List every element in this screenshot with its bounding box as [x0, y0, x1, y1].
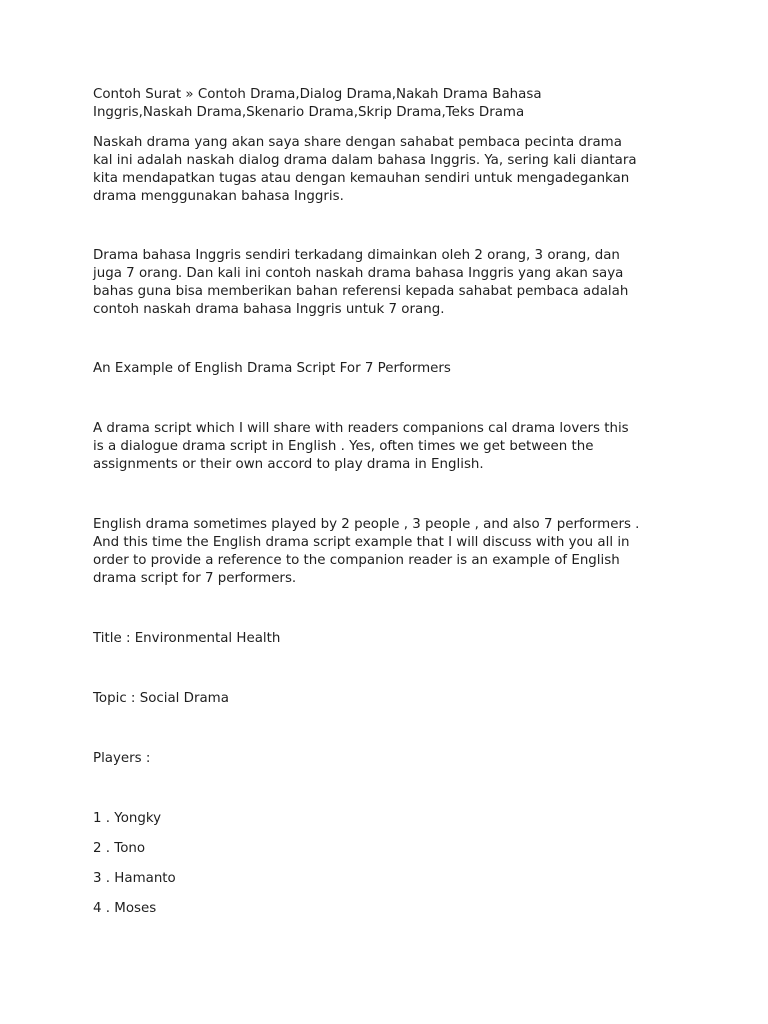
drama-topic: Topic : Social Drama — [93, 691, 229, 706]
document-content — [93, 86, 693, 930]
drama-title: Title : Environmental Health — [93, 631, 281, 646]
list-item: 1 . Yongky — [93, 811, 162, 826]
intro-paragraph-indonesian: Naskah drama yang akan saya share dengan sahabat pembaca pecinta drama kal ini adalah naskah dialog drama dalam bahasa Inggris. Ya, sering kali diantara kita mendapatkan tugas atau dengan kemauhan sendiri untuk mengadegankan drama menggunakan bahasa Inggris. — [93, 135, 637, 204]
list-item: 3 . Hamanto — [93, 871, 176, 886]
second-paragraph-english: English drama sometimes played by 2 people , 3 people , and also 7 performers . And this time the English drama script example that I will discuss with you all in order to provide a reference to the companion reader is an example of English drama script for 7 performers. — [93, 517, 640, 586]
list-item: 4 . Moses — [93, 901, 157, 916]
breadcrumb: Contoh Surat » Contoh Drama,Dialog Drama,Nakah Drama Bahasa Inggris,Naskah Drama,Skenario Drama,Skrip Drama,Teks Drama — [93, 87, 542, 120]
second-paragraph-indonesian: Drama bahasa Inggris sendiri terkadang dimainkan oleh 2 orang, 3 orang, dan juga 7 orang. Dan kali ini contoh naskah drama bahasa Inggris yang akan saya bahas guna bisa memberikan bahan referensi kepada sahabat pembaca adalah contoh naskah drama bahasa Inggris untuk 7 orang. — [93, 248, 629, 317]
players-list — [93, 810, 693, 918]
intro-paragraph-english: A drama script which I will share with readers companions cal drama lovers this is a dialogue drama script in English . Yes, often times we get between the assignments or their own accord to play drama in English. — [93, 421, 629, 472]
list-item: 2 . Tono — [93, 841, 146, 856]
players-label: Players : — [93, 751, 151, 766]
english-section-heading: An Example of English Drama Script For 7 Performers — [93, 361, 451, 376]
